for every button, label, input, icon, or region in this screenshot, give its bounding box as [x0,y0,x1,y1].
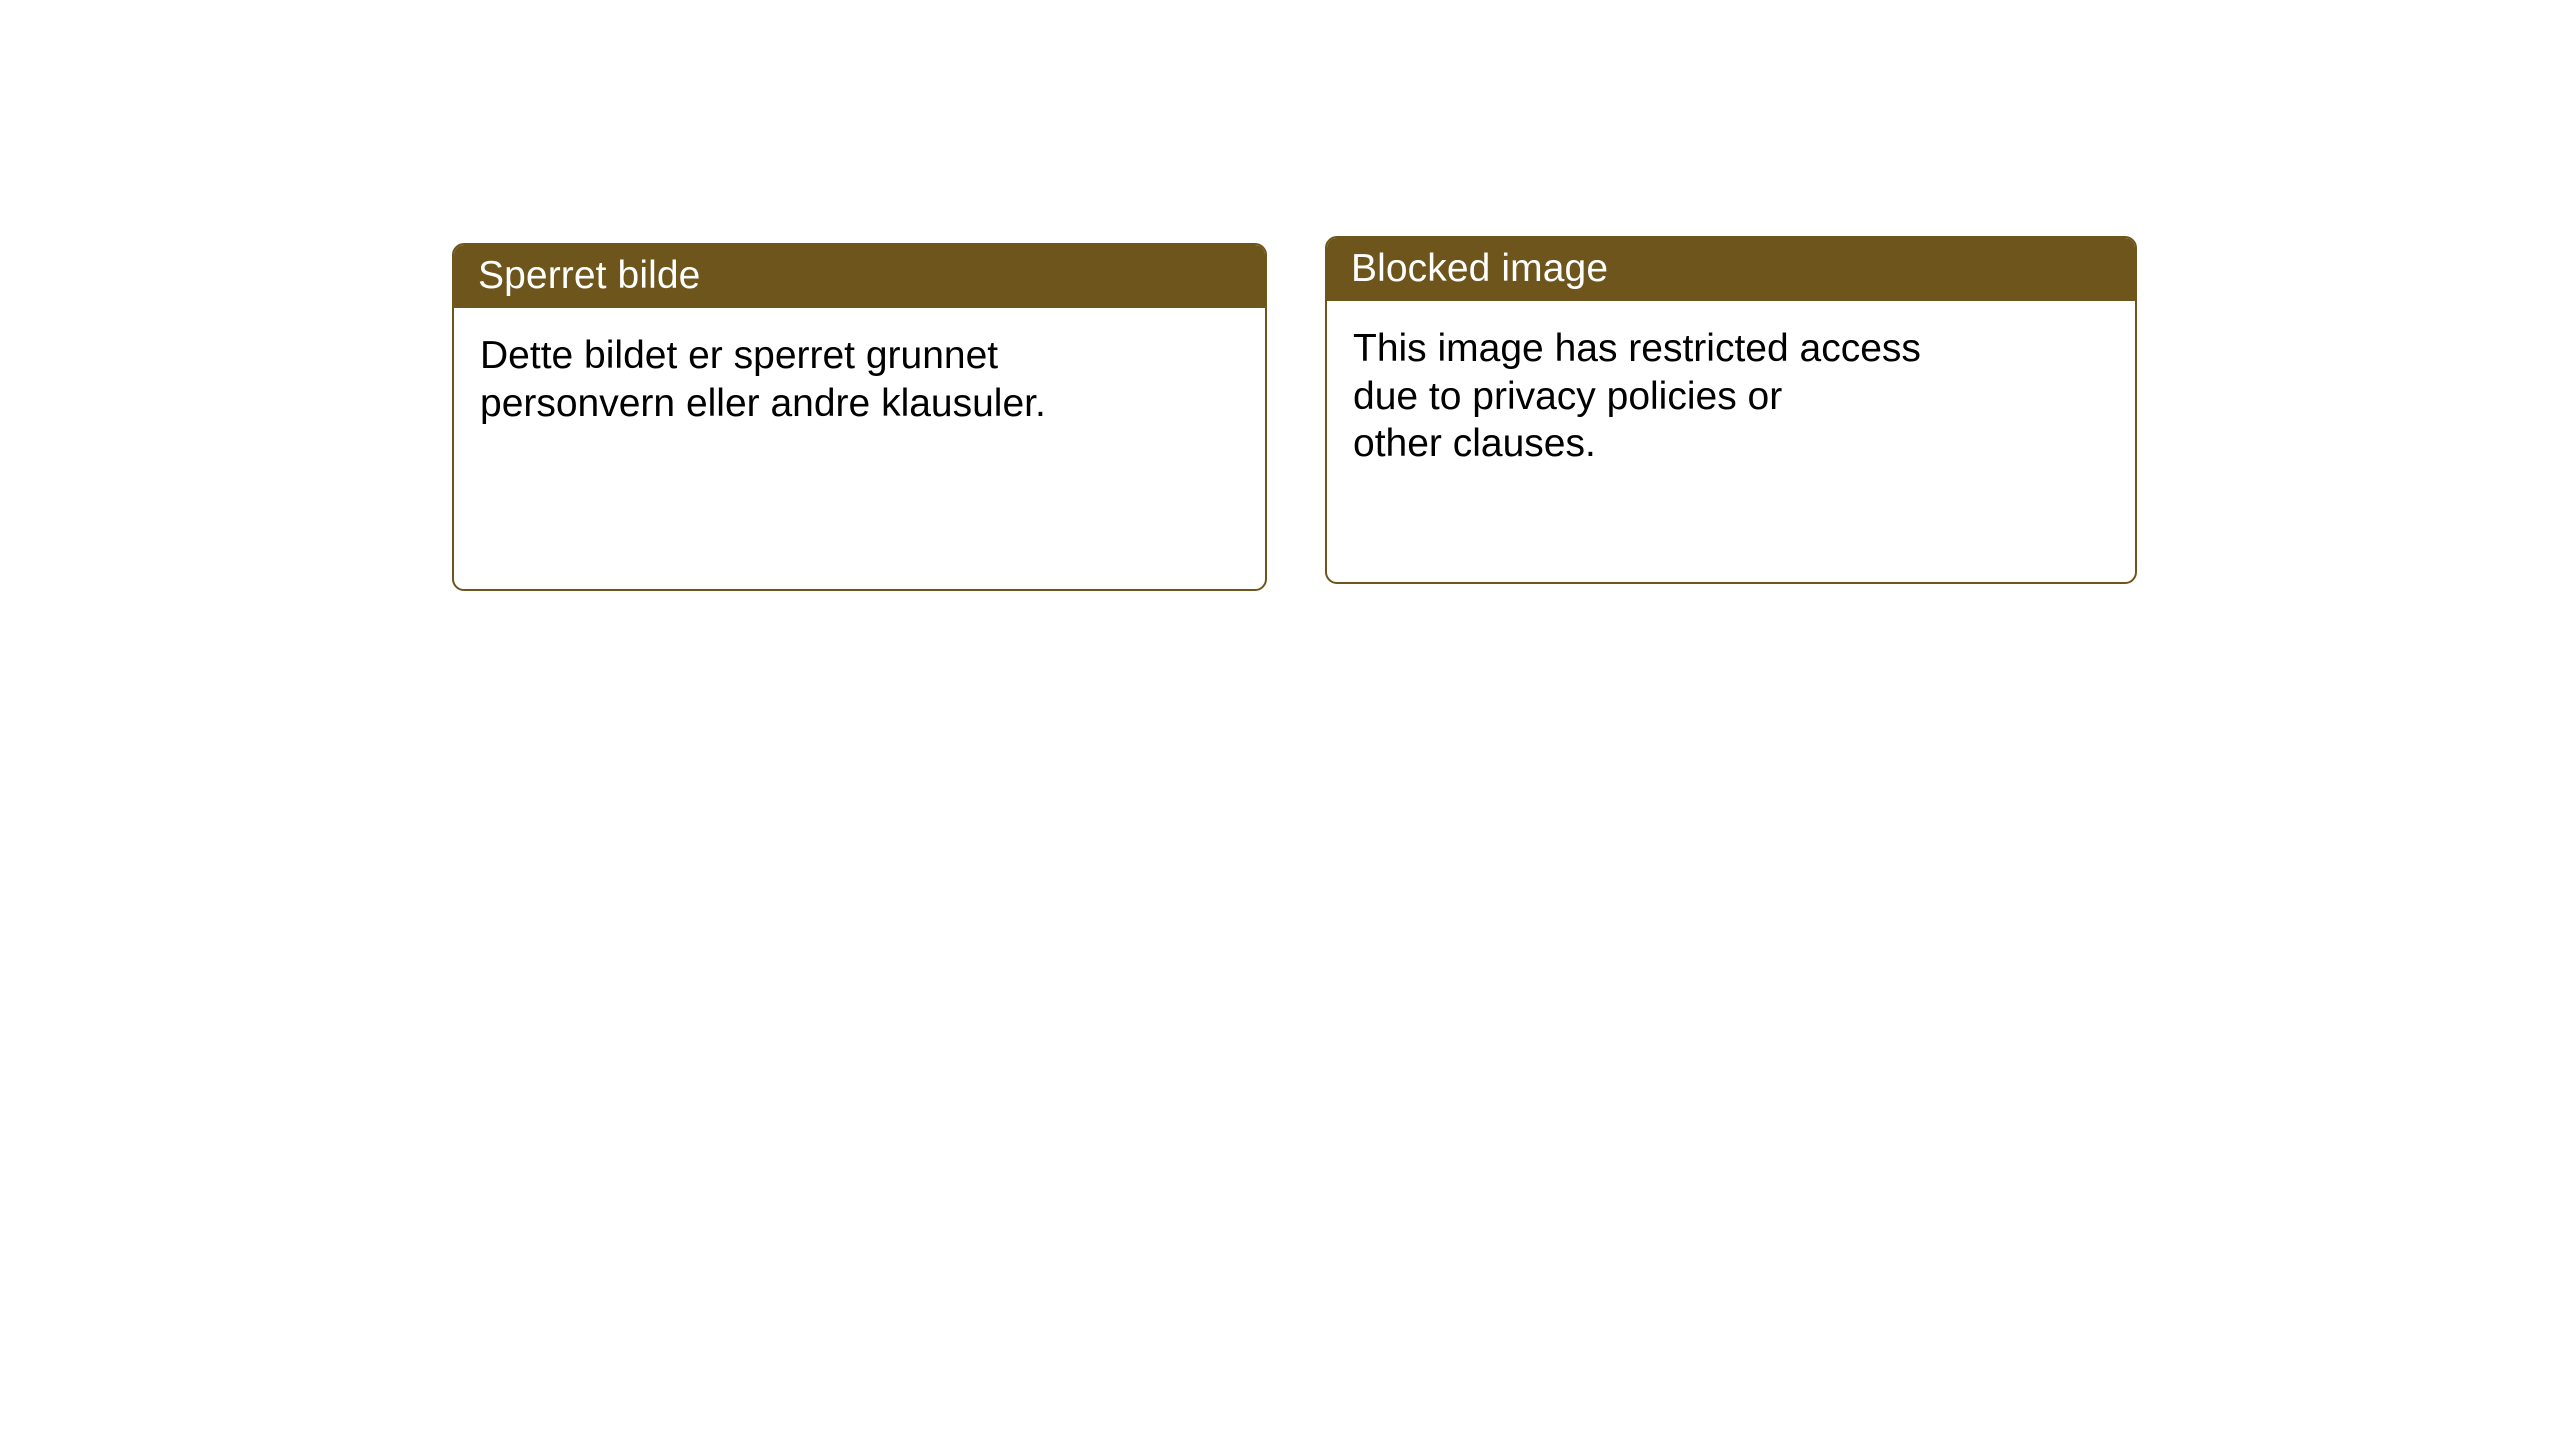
card-body-line: Dette bildet er sperret grunnet [480,334,999,377]
card-body-line: due to privacy policies or [1353,374,1783,418]
card-title-no: Sperret bilde [454,245,1265,308]
blocked-image-notice-card-no [452,243,1267,591]
card-title-en: Blocked image [1327,238,2135,301]
card-body-line: other clauses. [1353,422,1596,466]
card-body-no [454,308,1265,427]
card-body-line: personvern eller andre klausuler. [480,381,1046,425]
blocked-image-notice-card-en [1325,236,2137,584]
card-body-line: This image has restricted access [1353,327,1921,370]
card-body-en [1327,301,2135,468]
